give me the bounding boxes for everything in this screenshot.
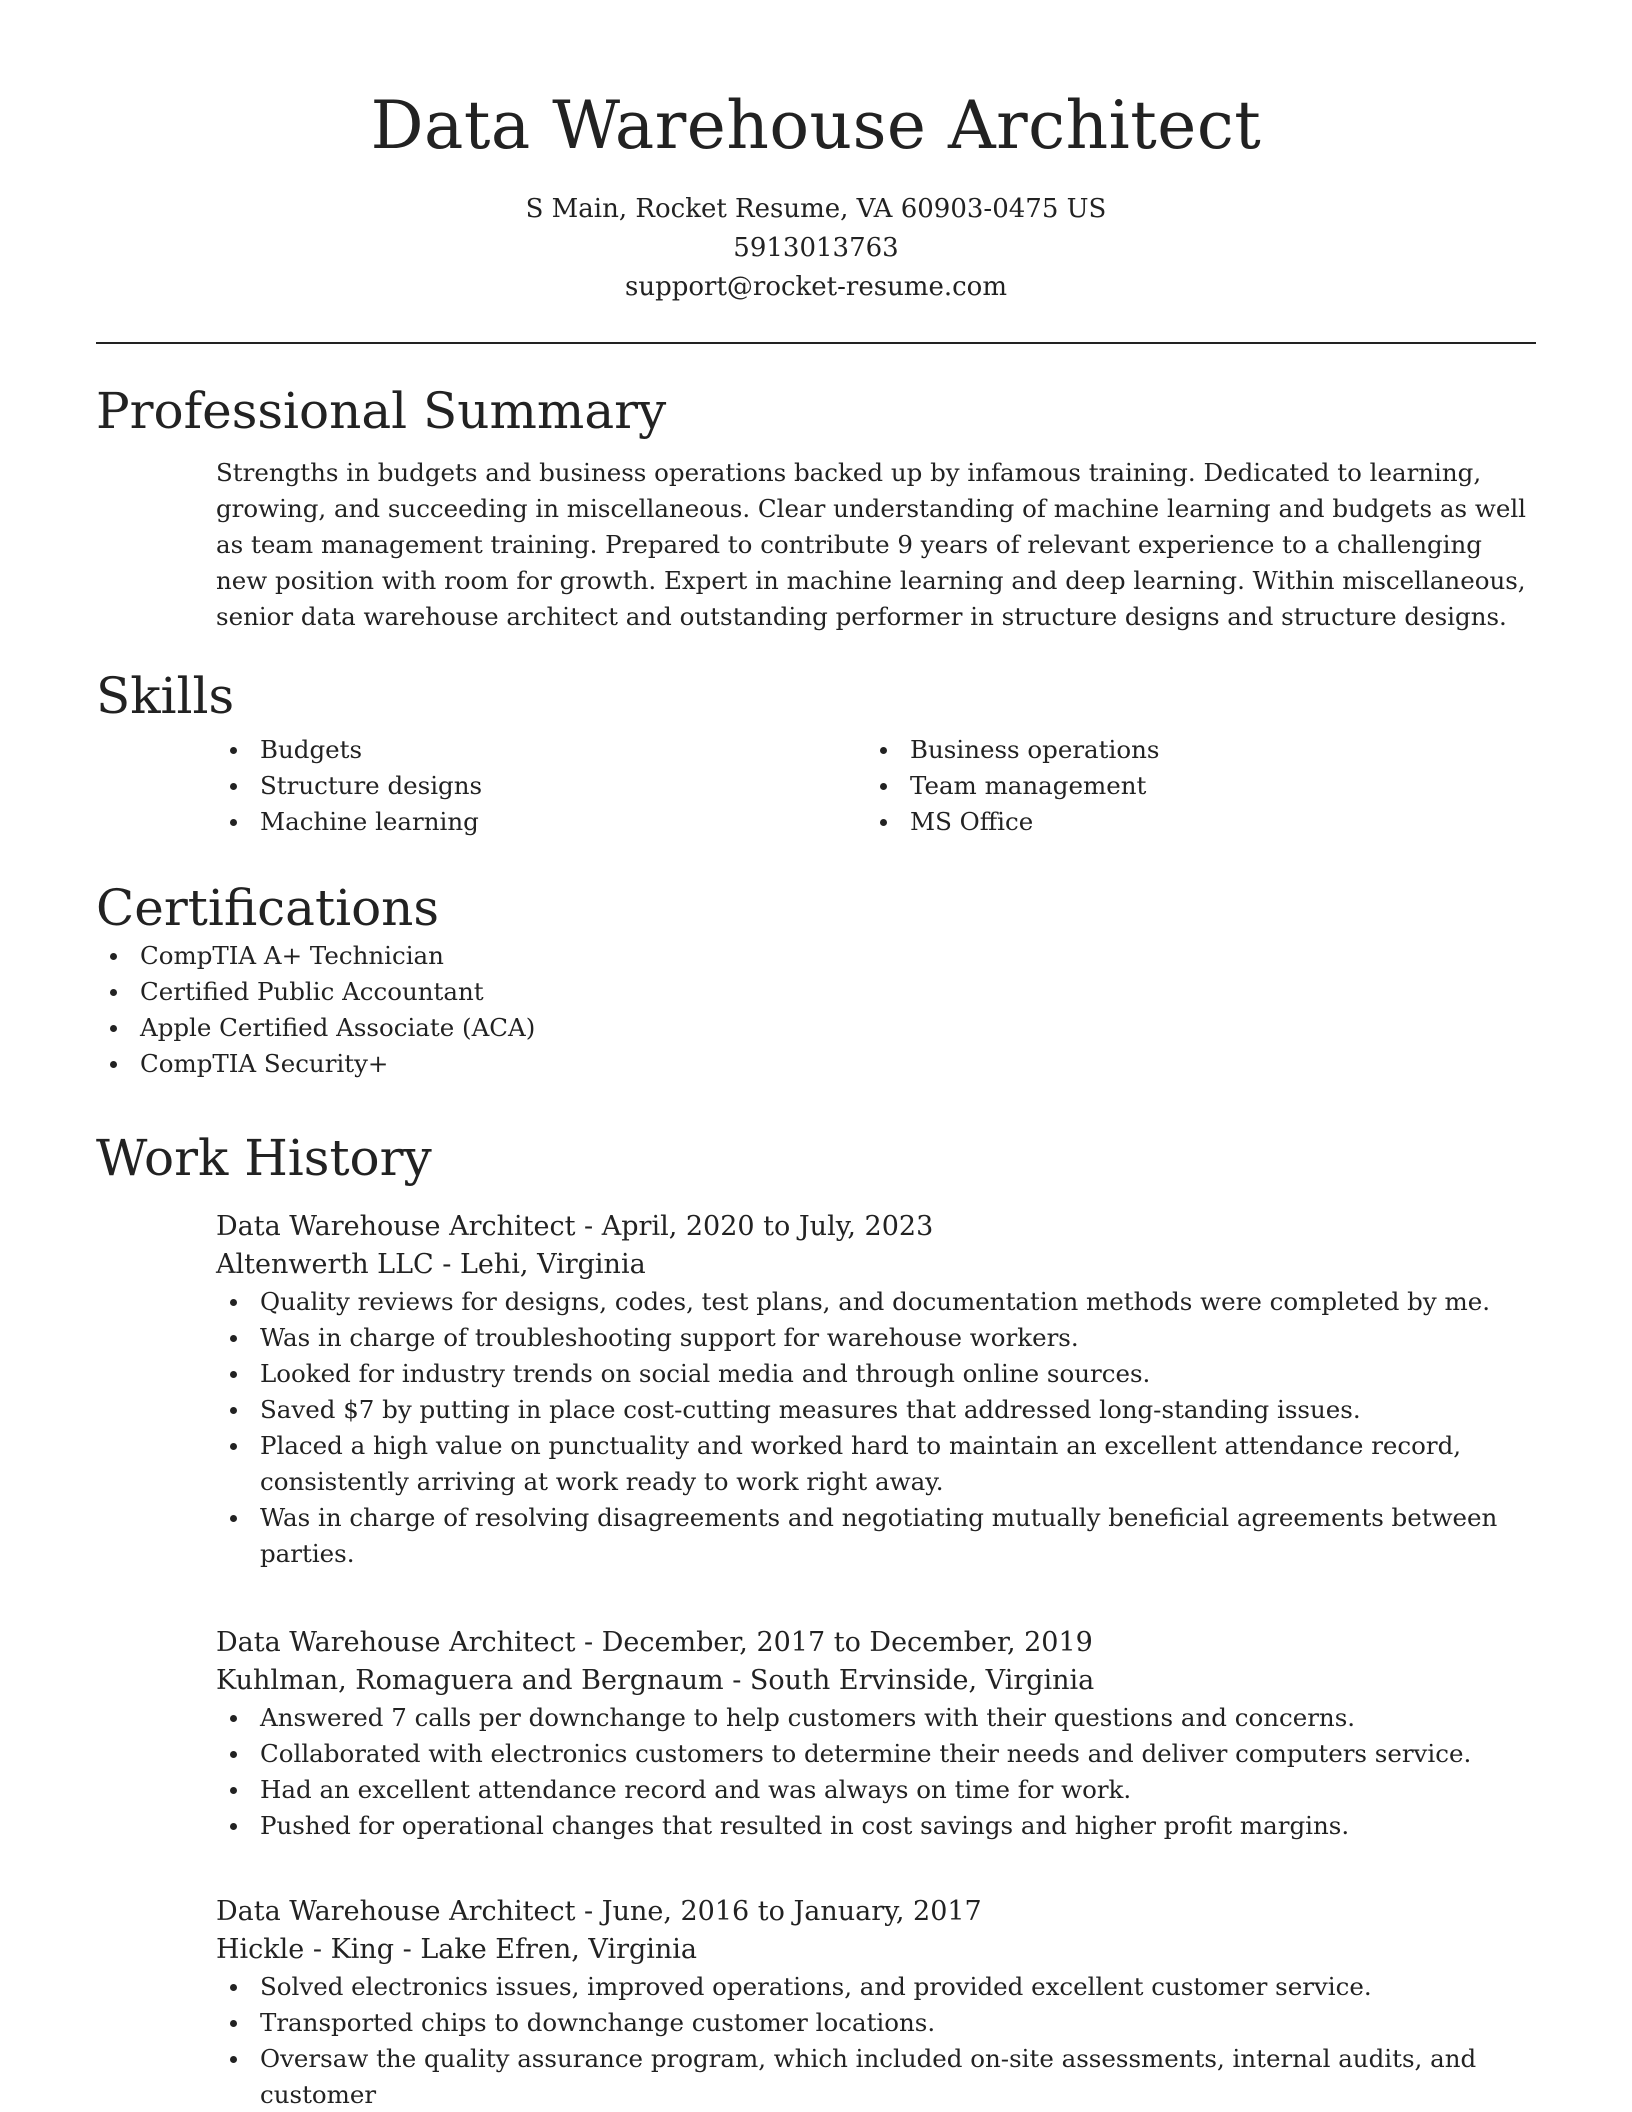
job-bullet: Transported chips to downchange customer locations. <box>216 2005 1536 2041</box>
certification-item: CompTIA Security+ <box>96 1046 1536 1082</box>
skill-item: MS Office <box>866 804 1516 840</box>
contact-email: support@rocket-resume.com <box>624 272 1007 302</box>
certification-item: CompTIA A+ Technician <box>96 938 1536 974</box>
summary-section <box>96 381 1536 635</box>
job-bullet: Answered 7 calls per downchange to help customers with their questions and concerns. <box>216 1700 1536 1736</box>
skill-item: Machine learning <box>216 804 866 840</box>
contact-phone: 5913013763 <box>733 233 899 263</box>
job-bullet: Oversaw the quality assurance program, which included on-site assessments, internal audits, and customer <box>216 2041 1536 2112</box>
contact-block <box>0 190 1632 307</box>
job-title-line: Data Warehouse Architect - April, 2020 to July, 2023 <box>216 1211 934 1242</box>
job-bullet: Was in charge of resolving disagreements and negotiating mutually beneficial agreements between parties. <box>216 1500 1536 1572</box>
skill-item: Business operations <box>866 732 1516 768</box>
certification-item: Apple Certified Associate (ACA) <box>96 1010 1536 1046</box>
job-bullet: Placed a high value on punctuality and worked hard to maintain an excellent attendance record, consistently arriving at work ready to work right away. <box>216 1428 1536 1500</box>
job-bullet: Quality reviews for designs, codes, test plans, and documentation methods were completed by me. <box>216 1284 1536 1320</box>
skill-item: Team management <box>866 768 1516 804</box>
skills-section <box>96 666 1536 840</box>
job-bullet: Saved $7 by putting in place cost-cutting measures that addressed long-standing issues. <box>216 1392 1536 1428</box>
section-title-work-history: Work History <box>96 1129 432 1187</box>
job-title-line: Data Warehouse Architect - June, 2016 to January, 2017 <box>216 1896 982 1927</box>
job-bullet: Solved electronics issues, improved operations, and provided excellent customer service. <box>216 1969 1536 2005</box>
skill-item: Structure designs <box>216 768 866 804</box>
header-divider <box>96 342 1536 344</box>
summary-text: Strengths in budgets and business operations backed up by infamous training. Dedicated to learning, growing, and succeeding in miscellaneous. Clear understanding of machine learning and budgets as well as team management training. Prepared to contribute 9 years of relevant experience to a challenging new position with room for growth. Expert in machine learning and deep learning. Within miscellaneous, senior data warehouse architect and outstanding performer in structure designs and structure designs. <box>216 458 1526 631</box>
job-company-line: Altenwerth LLC - Lehi, Virginia <box>216 1249 646 1280</box>
job-bullet: Looked for industry trends on social media and through online sources. <box>216 1356 1536 1392</box>
certifications-list <box>96 938 1536 1082</box>
job-bullets <box>216 1284 1536 1572</box>
skills-list-right <box>866 732 1516 840</box>
section-title-summary: Professional Summary <box>96 382 667 440</box>
skills-grid <box>216 732 1536 840</box>
job-bullet: Had an excellent attendance record and was always on time for work. <box>216 1772 1536 1808</box>
section-title-certifications: Certifications <box>96 879 440 937</box>
job-bullets <box>216 1700 1536 1844</box>
resume-header <box>0 0 1632 307</box>
skills-list-left <box>216 732 866 840</box>
job-bullets <box>216 1969 1536 2112</box>
work-history-section <box>96 1128 1536 1188</box>
job-entry <box>96 1208 1536 1572</box>
certification-item: Certified Public Accountant <box>96 974 1536 1010</box>
job-bullet: Pushed for operational changes that resulted in cost savings and higher profit margins. <box>216 1808 1536 1844</box>
job-entry <box>96 1624 1536 1844</box>
job-bullet: Collaborated with electronics customers to determine their needs and deliver computers service. <box>216 1736 1536 1772</box>
job-company-line: Kuhlman, Romaguera and Bergnaum - South Ervinside, Virginia <box>216 1665 1095 1696</box>
certifications-section <box>96 878 1536 1082</box>
contact-address: S Main, Rocket Resume, VA 60903-0475 US <box>525 194 1107 224</box>
job-bullet: Was in charge of troubleshooting support for warehouse workers. <box>216 1320 1536 1356</box>
candidate-name: Data Warehouse Architect <box>370 87 1262 164</box>
section-title-skills: Skills <box>96 667 235 725</box>
job-entry <box>96 1893 1536 2112</box>
job-title-line: Data Warehouse Architect - December, 2017 to December, 2019 <box>216 1627 1093 1658</box>
skill-item: Budgets <box>216 732 866 768</box>
job-company-line: Hickle - King - Lake Efren, Virginia <box>216 1934 698 1965</box>
